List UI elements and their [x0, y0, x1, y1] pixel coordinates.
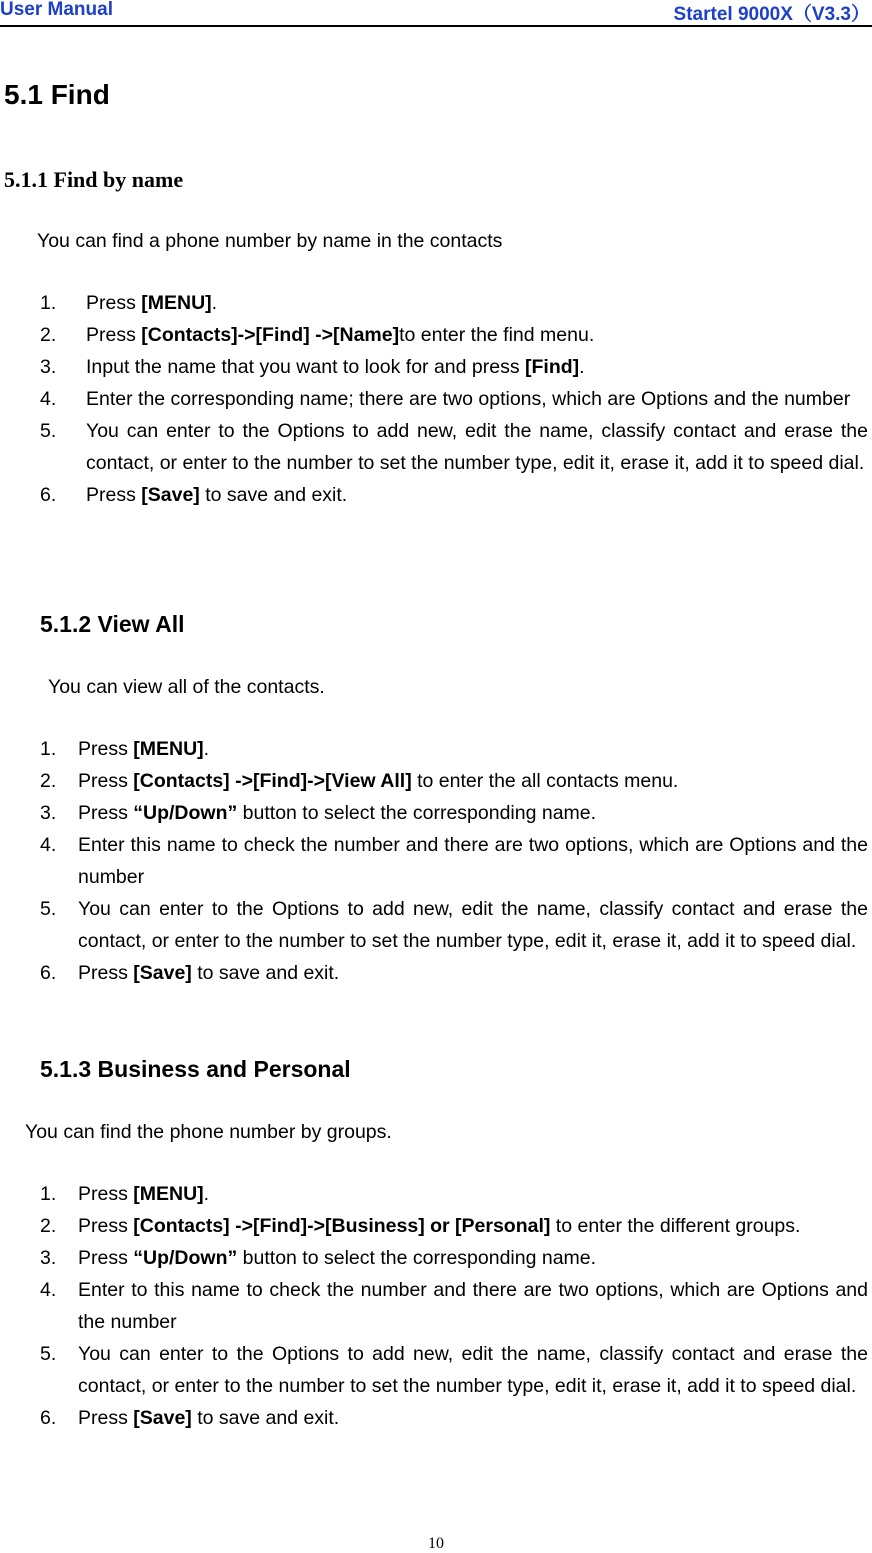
list-item — [40, 351, 868, 383]
list-item — [40, 1178, 868, 1210]
list-item-text: You can enter to the Options to add new, edit the name, classify contact and erase the contact, or enter to the number to set the number type, edit it, erase it, add it to speed dial. — [78, 1343, 868, 1397]
list-item-number: 1. — [40, 1183, 57, 1205]
list-item-number: 2. — [40, 1215, 57, 1237]
list-item-number: 6. — [40, 1407, 57, 1429]
list-item-text: You can enter to the Options to add new, edit the name, classify contact and erase the contact, or enter to the number to set the number type, edit it, erase it, add it to speed dial. — [78, 898, 868, 952]
bold-term: [Find] — [525, 356, 580, 378]
list-item-number: 4. — [40, 1279, 57, 1301]
bold-term: [Save] — [133, 1407, 192, 1429]
list-item — [40, 829, 868, 893]
list-item — [40, 383, 868, 415]
list-item — [40, 797, 868, 829]
list-item — [40, 1210, 868, 1242]
list-item-text: Press — [78, 1183, 134, 1205]
intro-business-personal: You can find the phone number by groups. — [25, 1121, 392, 1143]
list-item-text: Enter to this name to check the number and there are two options, which are Options and the number — [78, 1279, 868, 1333]
subsection-title-find-by-name: 5.1.1 Find by name — [4, 167, 184, 192]
list-item-text: Enter the corresponding name; there are two options, which are Options and the number — [86, 388, 851, 410]
list-item-text: Input the name that you want to look for and press — [86, 356, 526, 378]
list-item — [40, 415, 868, 479]
list-item-number: 3. — [40, 356, 57, 378]
list-item-text: Press — [78, 1247, 134, 1269]
list-item-text: . — [211, 292, 218, 314]
list-item — [40, 319, 868, 351]
list-item-text: Press — [78, 1407, 134, 1429]
list-item-number: 3. — [40, 1247, 57, 1269]
list-item-text: button to select the corresponding name. — [237, 802, 597, 824]
list-item-text: to save and exit. — [191, 962, 340, 984]
steps-find-by-name — [40, 287, 868, 511]
list-item-text: to save and exit. — [199, 484, 348, 506]
list-item-text: Press — [78, 962, 134, 984]
list-item-text: to enter the find menu. — [399, 324, 595, 346]
list-item-number: 3. — [40, 802, 57, 824]
list-item — [40, 1338, 868, 1402]
list-item — [40, 1274, 868, 1338]
section-title: 5.1 Find — [4, 79, 110, 110]
list-item-text: . — [579, 356, 585, 378]
list-item-text: Press — [78, 770, 134, 792]
page-number: 10 — [428, 1535, 444, 1552]
bold-term: [MENU] — [133, 738, 204, 760]
list-item-number: 1. — [40, 738, 57, 760]
bold-term: “Up/Down” — [133, 1247, 238, 1269]
list-item — [40, 733, 868, 765]
steps-view-all — [40, 733, 868, 989]
bold-term: [MENU] — [141, 292, 212, 314]
list-item — [40, 287, 868, 319]
list-item-number: 5. — [40, 898, 57, 920]
list-item-number: 2. — [40, 770, 57, 792]
intro-find-by-name: You can find a phone number by name in the contacts — [37, 230, 503, 252]
list-item-number: 6. — [40, 484, 57, 506]
list-item-text: Enter this name to check the number and there are two options, which are Options and the number — [78, 834, 868, 888]
list-item-number: 5. — [40, 420, 57, 442]
list-item — [40, 765, 868, 797]
bold-term: [Save] — [133, 962, 192, 984]
list-item-number: 2. — [40, 324, 57, 346]
list-item-number: 5. — [40, 1343, 57, 1365]
list-item-text: Press — [78, 738, 134, 760]
bold-term: [MENU] — [133, 1183, 204, 1205]
subsection-title-view-all: 5.1.2 View All — [40, 611, 185, 637]
subsection-title-business-personal: 5.1.3 Business and Personal — [40, 1056, 351, 1082]
bold-term: [Save] — [141, 484, 200, 506]
header-title: User Manual — [0, 0, 113, 20]
header-product: Startel 9000X（V3.3） — [673, 4, 870, 25]
bold-term: [Contacts] ->[Find]->[View All] — [133, 770, 412, 792]
list-item-text: Press — [78, 1215, 134, 1237]
list-item-text: Press — [86, 324, 142, 346]
list-item-text: Press — [78, 802, 134, 824]
bold-term: [Contacts]->[Find] ->[Name] — [141, 324, 400, 346]
list-item-number: 6. — [40, 962, 57, 984]
list-item-text: Press — [86, 292, 142, 314]
intro-view-all: You can view all of the contacts. — [48, 676, 325, 698]
bold-term: “Up/Down” — [133, 802, 238, 824]
list-item-text: Press — [86, 484, 142, 506]
list-item — [40, 893, 868, 957]
list-item-text: You can enter to the Options to add new, edit the name, classify contact and erase the contact, or enter to the number to set the number type, edit it, erase it, add it to speed dial. — [86, 420, 868, 474]
steps-business-personal — [40, 1178, 868, 1434]
page-header — [0, 0, 872, 27]
list-item-number: 1. — [40, 292, 57, 314]
list-item-text: . — [203, 738, 210, 760]
list-item — [40, 1402, 868, 1434]
bold-term: [Contacts] ->[Find]->[Business] or [Personal] — [133, 1215, 551, 1237]
list-item-text: button to select the corresponding name. — [237, 1247, 597, 1269]
list-item-text: to save and exit. — [191, 1407, 340, 1429]
list-item-number: 4. — [40, 388, 57, 410]
list-item — [40, 957, 868, 989]
list-item — [40, 1242, 868, 1274]
list-item-text: to enter the all contacts menu. — [411, 770, 679, 792]
list-item-number: 4. — [40, 834, 57, 856]
list-item-text: . — [203, 1183, 210, 1205]
list-item-text: to enter the different groups. — [550, 1215, 801, 1237]
list-item — [40, 479, 868, 511]
